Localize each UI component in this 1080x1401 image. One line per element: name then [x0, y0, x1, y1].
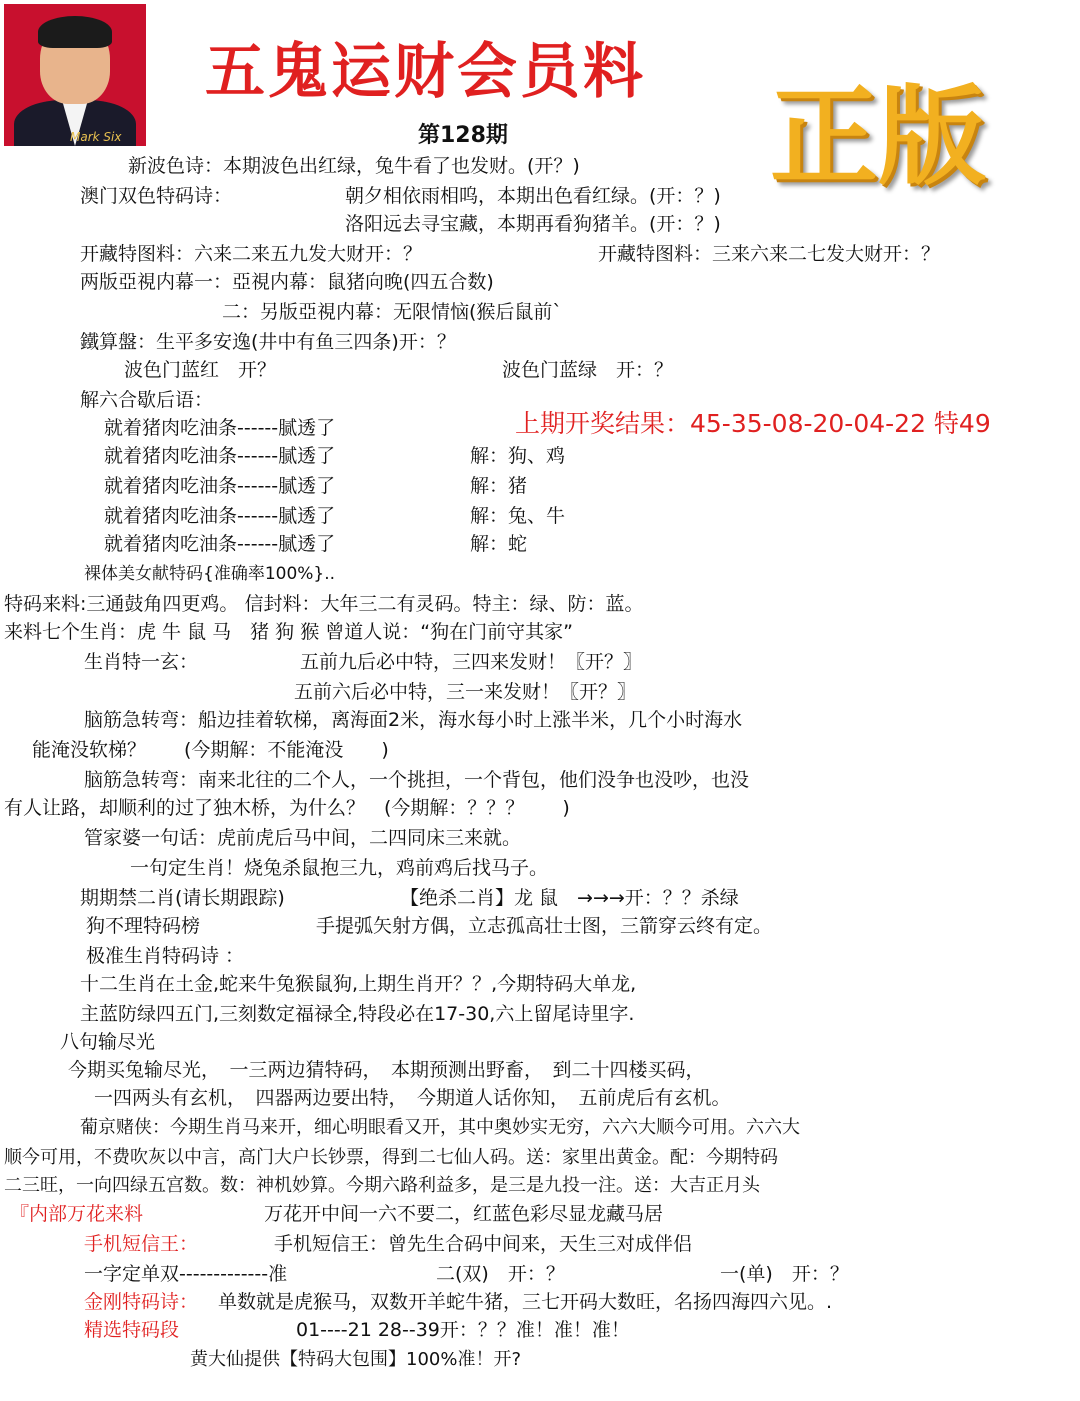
text-line: 裸体美女献特码{准确率100%}.. — [84, 564, 336, 584]
text-line: 特码来料:三通鼓角四更鸡。 信封料：大年三二有灵码。特主：绿、防：蓝。 — [4, 593, 644, 615]
text-line: 两版亞視内幕一：亞視内幕：鼠猪向晚(四五合数) — [80, 271, 494, 293]
section-label: 精选特码段 — [84, 1319, 180, 1341]
text-line: 就着猪肉吃油条------腻透了 — [104, 475, 336, 497]
text-line: 极准生肖特码诗 ： — [86, 945, 245, 967]
text-line: 脑筋急转弯：船边挂着软梯，离海面2米，海水每小时上涨半米，几个小时海水 — [84, 709, 743, 731]
text-line: 解：兔、牛 — [470, 505, 566, 527]
text-line: 八句输尽光 — [60, 1031, 156, 1053]
text-line: 新波色诗：本期波色出红绿，兔牛看了也发财。(开？) — [128, 155, 580, 177]
text-line: 就着猪肉吃油条------腻透了 — [104, 445, 336, 467]
text-line: 鐵算盤：生平多安逸(井中有鱼三四条)开：？ — [80, 331, 456, 353]
text-line: 二三旺，一向四绿五宫数。数：神机妙算。今期六路利益多，是三是九投一注。送：大吉正月头 — [4, 1175, 760, 1196]
text-line: 解：蛇 — [470, 533, 528, 555]
section-label: 金刚特码诗： — [84, 1291, 199, 1313]
section-label: 手机短信王： — [84, 1233, 199, 1255]
text-line: 二(双) 开：？ — [436, 1263, 565, 1285]
text-line: 脑筋急转弯：南来北往的二个人，一个挑担，一个背包，他们没争也没吵，也没 — [84, 769, 750, 791]
text-line: 五前六后必中特，三一来发财！〖开？〗 — [294, 681, 637, 703]
text-line: 就着猪肉吃油条------腻透了 — [104, 533, 336, 555]
text-line: 黄大仙提供【特码大包围】100%准！开? — [190, 1349, 522, 1370]
text-line: 生肖特一玄： — [84, 651, 199, 673]
text-line: 管家婆一句话：虎前虎后马中间，二四同床三来就。 — [84, 827, 522, 849]
text-line: 开藏特图料：三来六来二七发大财开：？ — [598, 243, 941, 265]
text-line: 开藏特图料：六来二来五九发大财开：？ — [80, 243, 423, 265]
genuine-badge: 正版 — [770, 75, 987, 200]
text-line: 就着猪肉吃油条------腻透了 — [104, 505, 336, 527]
text-line: 解：狗、鸡 — [470, 445, 566, 467]
text-line: 一四两头有玄机， 四器两边要出特， 今期道人话你知， 五前虎后有玄机。 — [94, 1087, 731, 1109]
text-line: 一(单) 开：？ — [720, 1263, 849, 1285]
text-line: 来料七个生肖：虎 牛 鼠 马 猪 狗 猴 曾道人说：“狗在门前守其家” — [4, 621, 573, 643]
text-line: 十二生肖在土金,蛇来牛兔猴鼠狗,上期生肖开？？,今期特码大单龙, — [80, 973, 637, 995]
text-line: 二：另版亞視内幕：无限情恼(猴后鼠前` — [222, 301, 562, 323]
text-line: 主蓝防绿四五门,三刻数定福禄全,特段必在17-30,六上留尾诗里字. — [80, 1003, 635, 1025]
section-label: 『内部万花来料 — [10, 1203, 144, 1225]
text-line: 解：猪 — [470, 475, 528, 497]
text-line: 今期买兔输尽光， 一三两边猜特码， 本期预测出野畜， 到二十四楼买码， — [68, 1059, 705, 1081]
text-line: 朝夕相依雨相呜，本期出色看红绿。(开：？) — [345, 185, 721, 207]
issue-number: 第128期 — [418, 123, 508, 148]
text-line: 顺今可用，不费吹灰以中言，高门大户长钞票，得到二七仙人码。送：家里出黄金。配：今期特码 — [4, 1147, 778, 1168]
portrait-photo — [4, 4, 146, 146]
text-line: 单数就是虎猴马，双数开羊蛇牛猪，三七开码大数旺，名扬四海四六见。. — [218, 1291, 833, 1313]
text-line: 手提弧矢射方偶，立志孤高壮士图，三箭穿云终有定。 — [316, 915, 773, 937]
text-line: 一字定单双-------------准 — [84, 1263, 288, 1285]
text-line: 01----21 28--39开：？？准！准！准！ — [296, 1319, 630, 1341]
text-line: 有人让路，却顺利的过了独木桥，为什么？ (今期解：？？？ ) — [4, 797, 570, 819]
page-title: 五鬼运财会员料 — [205, 37, 646, 107]
last-draw-result: 上期开奖结果：45-35-08-20-04-22 特49 — [515, 409, 991, 438]
text-line: 洛阳远去寻宝藏，本期再看狗猪羊。(开：？) — [345, 213, 721, 235]
text-line: 波色门蓝绿 开：？ — [502, 359, 674, 381]
text-line: 葡京赌侠：今期生肖马来开，细心明眼看又开，其中奥妙实无穷，六六大顺今可用。六六大 — [80, 1117, 800, 1138]
text-line: 万花开中间一六不要二，红蓝色彩尽显龙藏马居 — [264, 1203, 664, 1225]
text-line: 【绝杀二肖】龙 鼠 →→→开：？？杀绿 — [400, 887, 739, 909]
text-line: 手机短信王：曾先生合码中间来，天生三对成伴侣 — [274, 1233, 693, 1255]
mark-six-logo: Mark Six — [70, 130, 122, 144]
portrait-hair — [38, 16, 112, 48]
text-line: 能淹没软梯？ (今期解：不能淹没 ) — [32, 739, 389, 761]
text-line: 解六合歇后语： — [80, 389, 214, 411]
text-line: 期期禁二肖(请长期跟踪) — [80, 887, 285, 909]
text-line: 五前九后必中特，三四来发财！〖开？〗 — [300, 651, 643, 673]
text-line: 就着猪肉吃油条------腻透了 — [104, 417, 336, 439]
text-line: 澳门双色特码诗： — [80, 185, 233, 207]
text-line: 狗不理特码榜 — [86, 915, 201, 937]
text-line: 波色门蓝红 开？ — [124, 359, 277, 381]
text-line: 一句定生肖！烧兔杀鼠抱三九，鸡前鸡后找马子。 — [130, 857, 549, 879]
